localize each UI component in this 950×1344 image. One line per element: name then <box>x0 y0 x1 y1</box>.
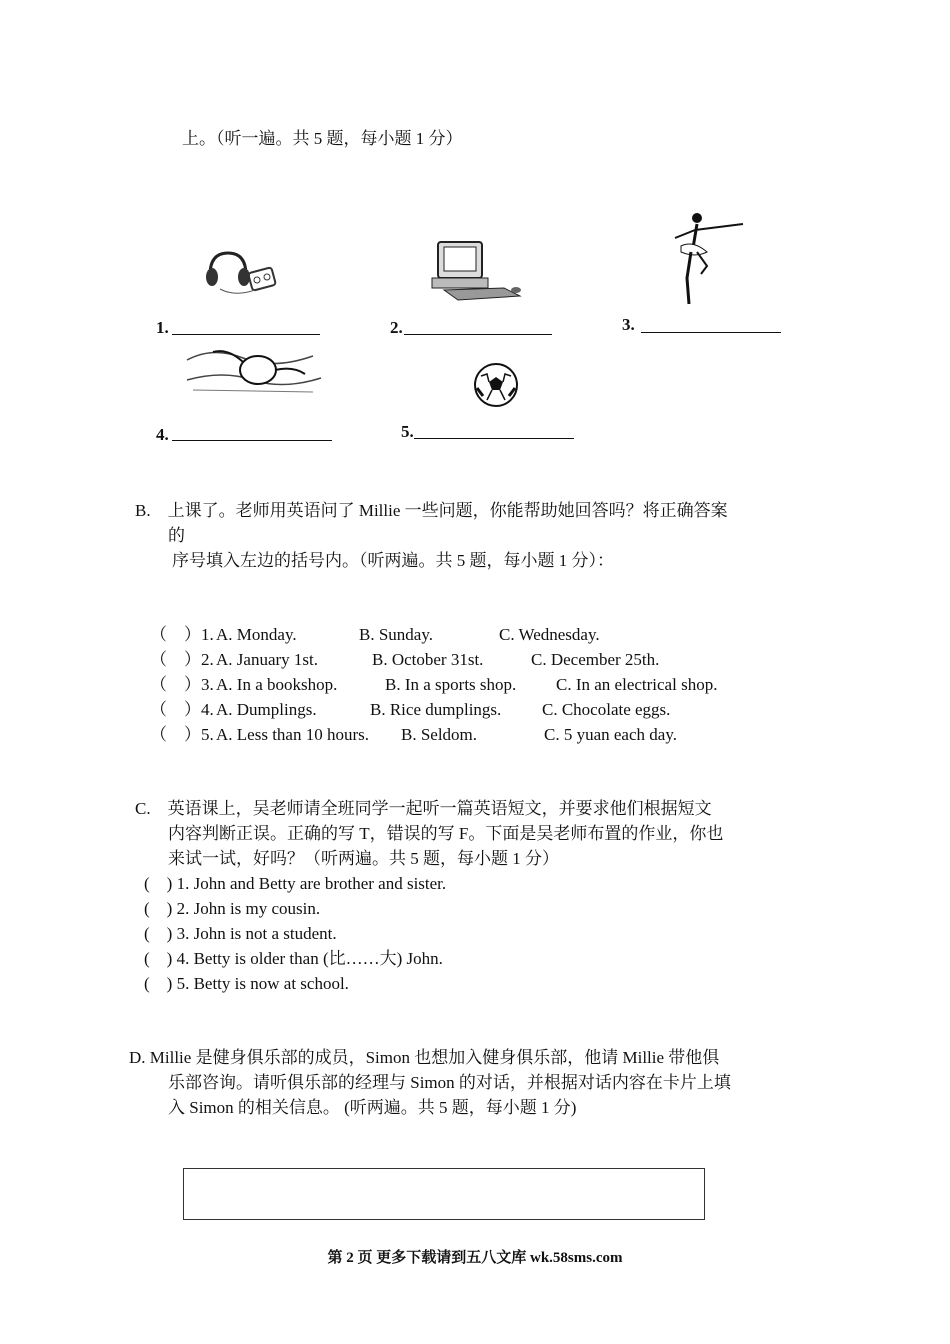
football-icon <box>473 362 519 408</box>
headphones-icon <box>200 245 280 300</box>
page-footer: 第 2 页 更多下载请到五八文库 wk.58sms.com <box>327 1250 623 1266</box>
swimmer-icon <box>183 340 325 398</box>
blank-3-line[interactable] <box>641 332 781 333</box>
blank-3-label: 3. <box>622 315 635 334</box>
statement-row[interactable]: ( ) 5. Betty is now at school. <box>144 974 349 993</box>
option-b: B. October 31st. <box>372 650 484 669</box>
blank-4-label: 4. <box>156 425 169 444</box>
blank-2-label: 2. <box>390 318 403 337</box>
option-c: C. In an electrical shop. <box>556 675 718 694</box>
option-a: A. Monday. <box>216 625 297 644</box>
part-d-heading-cont: 乐部咨询。请听俱乐部的经理与 Simon 的对话，并根据对话内容在卡片上填 <box>168 1073 731 1092</box>
option-c: C. 5 yuan each day. <box>544 725 677 744</box>
option-c: C. December 25th. <box>531 650 660 669</box>
part-c-heading-cont2: 来试一试，好吗？（听两遍。共 5 题，每小题 1 分） <box>168 849 559 868</box>
part-a-instructions: 上。（听一遍。共 5 题，每小题 1 分） <box>182 129 463 148</box>
info-card-box[interactable] <box>183 1168 705 1220</box>
part-b-heading: B. 上课了。老师用英语问了 Millie 一些问题，你能帮助她回答吗？将正确答案 <box>135 501 728 520</box>
question-number[interactable]: （ ）1. <box>150 625 214 644</box>
option-b: B. Seldom. <box>401 725 478 744</box>
question-number[interactable]: （ ）3. <box>150 675 214 694</box>
option-b: B. In a sports shop. <box>385 675 517 694</box>
option-c: C. Wednesday. <box>499 625 600 644</box>
computer-icon <box>424 238 524 303</box>
part-b-heading-cont: 的 <box>168 526 185 545</box>
blank-1-line[interactable] <box>172 334 320 335</box>
question-number[interactable]: （ ）4. <box>150 700 214 719</box>
question-number[interactable]: （ ）2. <box>150 650 214 669</box>
option-a: A. Dumplings. <box>216 700 317 719</box>
option-a: A. January 1st. <box>216 650 318 669</box>
option-b: B. Sunday. <box>359 625 433 644</box>
part-b-heading-cont2: 序号填入左边的括号内。（听两遍。共 5 题，每小题 1 分）： <box>172 551 614 570</box>
option-c: C. Chocolate eggs. <box>542 700 671 719</box>
question-number[interactable]: （ ）5. <box>150 725 214 744</box>
option-a: A. In a bookshop. <box>216 675 338 694</box>
ballet-dancer-icon <box>655 208 750 308</box>
statement-row[interactable]: ( ) 4. Betty is older than (比……大) John. <box>144 949 443 968</box>
blank-2-line[interactable] <box>404 334 552 335</box>
statement-row[interactable]: ( ) 3. John is not a student. <box>144 924 337 943</box>
option-a: A. Less than 10 hours. <box>216 725 369 744</box>
part-d-heading: D. Millie 是健身俱乐部的成员，Simon 也想加入健身俱乐部，他请 Millie 带他俱 <box>129 1048 720 1067</box>
blank-5-line[interactable] <box>414 438 574 439</box>
part-c-heading: C. 英语课上，吴老师请全班同学一起听一篇英语短文，并要求他们根据短文 <box>135 799 712 818</box>
part-d-heading-cont2: 入 Simon 的相关信息。 (听两遍。共 5 题，每小题 1 分) <box>168 1098 577 1117</box>
statement-row[interactable]: ( ) 1. John and Betty are brother and sister. <box>144 874 447 893</box>
statement-row[interactable]: ( ) 2. John is my cousin. <box>144 899 321 918</box>
blank-1-label: 1. <box>156 318 169 337</box>
part-c-heading-cont: 内容判断正误。正确的写 T，错误的写 F。下面是吴老师布置的作业，你也 <box>168 824 724 843</box>
blank-5-label: 5. <box>401 422 414 441</box>
option-b: B. Rice dumplings. <box>370 700 502 719</box>
blank-4-line[interactable] <box>172 440 332 441</box>
